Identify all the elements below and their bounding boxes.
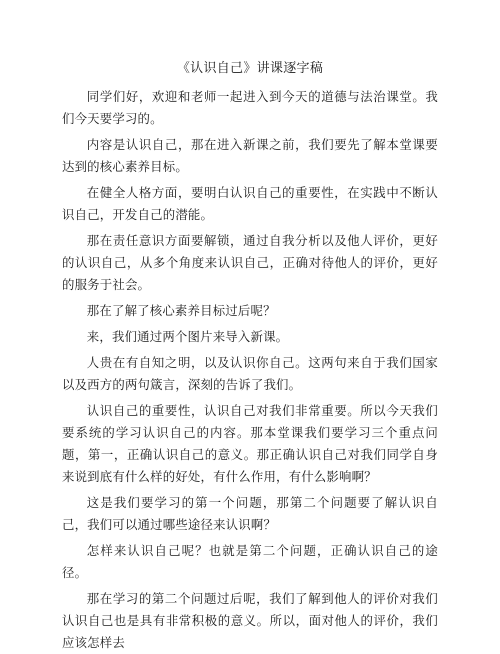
paragraph-8: 认识自己的重要性，认识自己对我们非常重要。所以今天我们要系统的学习认识自己的内容。那本堂课我们要学习三个重点问题，第一，正确认识自己的意义。那正确认识自己对我们同学自身来说到底有什么样的好处，有什么作用，有什么影响啊？ bbox=[62, 403, 438, 484]
paragraph-4: 那在责任意识方面要解锁，通过自我分析以及他人评价，更好的认识自己，从多个角度来认识自己，正确对待他人的评价，更好的服务于社会。 bbox=[62, 233, 438, 292]
paragraph-9: 这是我们要学习的第一个问题，那第二个问题要了解认识自己，我们可以通过哪些途径来认识啊？ bbox=[62, 495, 438, 532]
paragraph-2: 内容是认识自己，那在进入新课之前，我们要先了解本堂课要达到的核心素养目标。 bbox=[62, 137, 438, 174]
paragraph-7: 人贵在有自知之明，以及认识你自己。这两句来自于我们国家以及西方的两句箴言，深刻的告诉了我们。 bbox=[62, 355, 438, 392]
paragraph-1: 同学们好，欢迎和老师一起进入到今天的道德与法治课堂。我们今天要学习的。 bbox=[62, 89, 438, 126]
paragraph-10: 怎样来认识自己呢？也就是第二个问题，正确认识自己的途径。 bbox=[62, 543, 438, 580]
paragraph-3: 在健全人格方面，要明白认识自己的重要性，在实践中不断认识自己，开发自己的潜能。 bbox=[62, 185, 438, 222]
document-title: 《认识自己》讲课逐字稿 bbox=[176, 61, 324, 76]
paragraph-6: 来，我们通过两个图片来导入新课。 bbox=[86, 329, 289, 344]
paragraph-11: 那在学习的第二个问题过后呢，我们了解到他人的评价对我们认识自己也是具有非常积极的意义。所以，面对他人的评价，我们应该怎样去 bbox=[62, 591, 438, 650]
paragraph-5: 那在了解了核心素养目标过后呢？ bbox=[86, 303, 276, 318]
